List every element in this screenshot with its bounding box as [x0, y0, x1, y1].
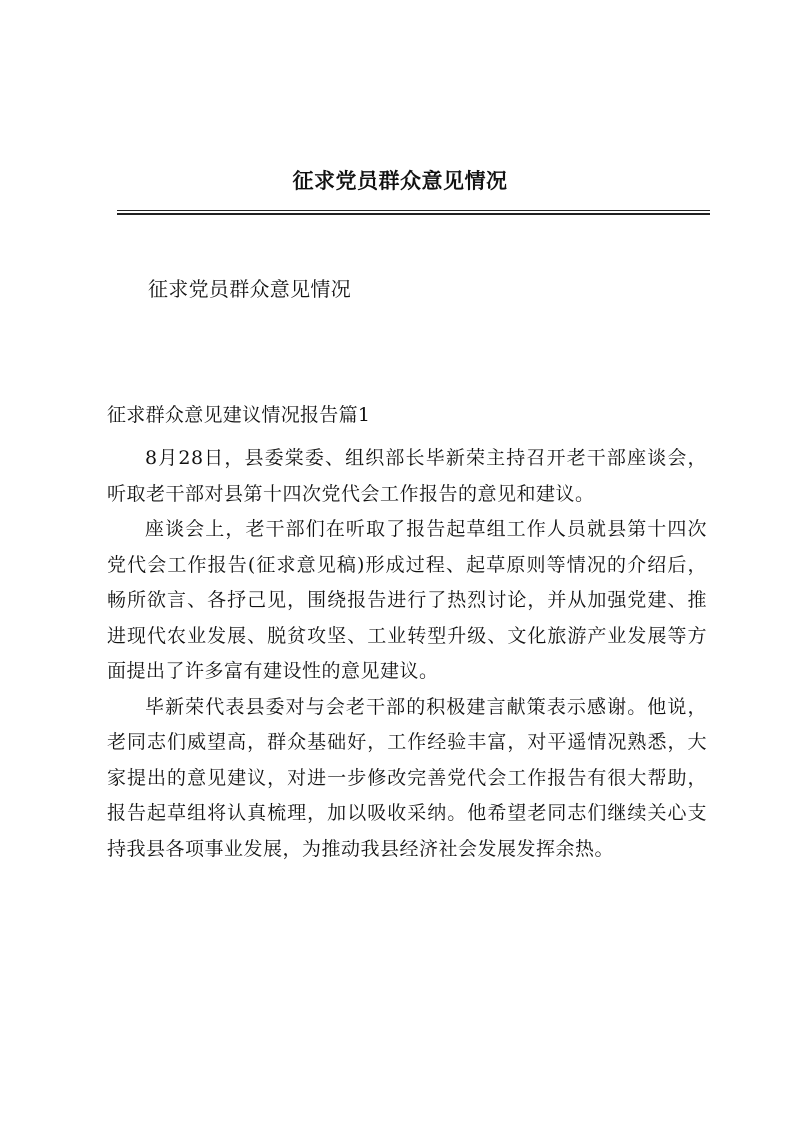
body-text [107, 441, 707, 867]
paragraph-3: 毕新荣代表县委对与会老干部的积极建言献策表示感谢。他说，老同志们威望高，群众基础好，工作经验丰富，对平遥情况熟悉，大家提出的意见建议，对进一步修改完善党代会工作报告有很大帮助，报告起草组将认真梳理，加以吸收采纳。他希望老同志们继续关心支持我县各项事业发展，为推动我县经济社会发展发挥余热。 [107, 695, 707, 860]
document-subtitle: 征求党员群众意见情况 [148, 277, 351, 301]
title-rule-thin [117, 210, 710, 211]
document-title: 征求党员群众意见情况 [292, 168, 508, 193]
paragraph-2: 座谈会上，老干部们在听取了报告起草组工作人员就县第十四次党代会工作报告(征求意见稿)形成过程、起草原则等情况的介绍后，畅所欲言、各抒己见，围绕报告进行了热烈讨论，并从加强党建、推进现代农业发展、脱贫攻坚、工业转型升级、文化旅游产业发展等方面提出了许多富有建设性的意见建议。 [107, 518, 707, 682]
title-rule-thick [117, 213, 710, 215]
section-heading: 征求群众意见建议情况报告篇1 [107, 404, 371, 426]
paragraph-1: 8月28日，县委棠委、组织部长毕新荣主持召开老干部座谈会，听取老干部对县第十四次党代会工作报告的意见和建议。 [107, 447, 707, 505]
